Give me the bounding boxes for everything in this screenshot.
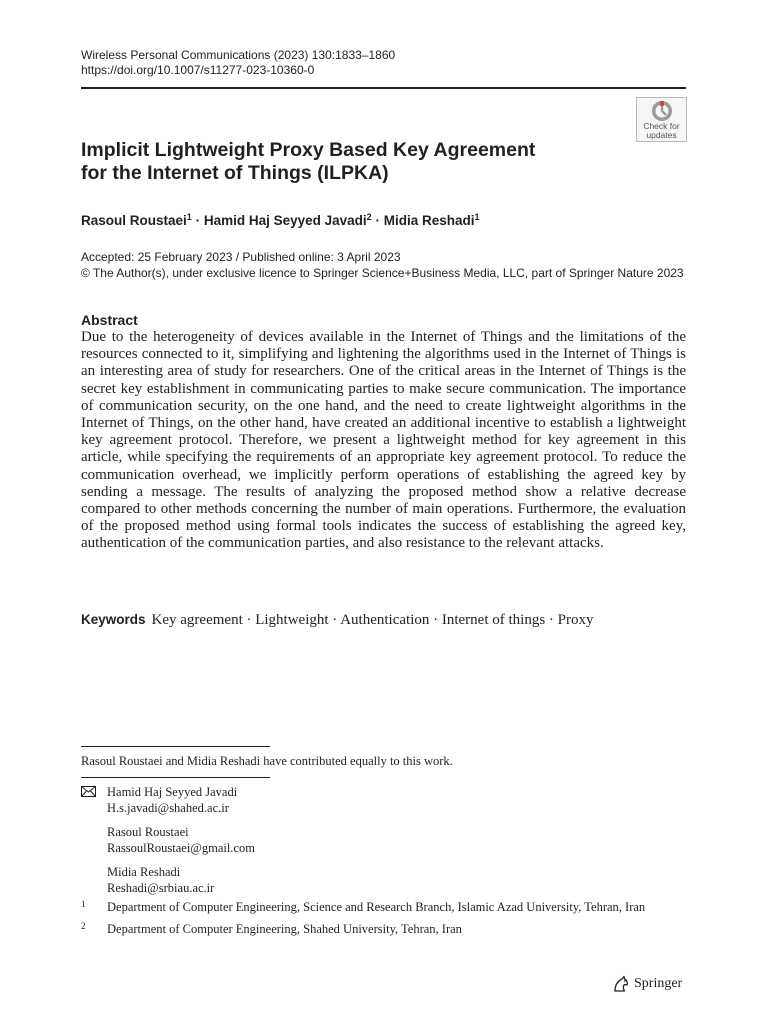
badge-text-line2: updates <box>646 130 677 140</box>
contact-name: Hamid Haj Seyyed Javadi <box>107 785 238 799</box>
affiliation-text: Department of Computer Engineering, Science and Research Branch, Islamic Azad University, Tehran, Iran <box>107 900 646 914</box>
title-line-1: Implicit Lightweight Proxy Based Key Agreement <box>81 139 536 161</box>
title-line-2: for the Internet of Things (ILPKA) <box>81 162 389 184</box>
affiliation-number: 1 <box>81 899 86 909</box>
contact-entry <box>81 865 686 896</box>
journal-citation: Wireless Personal Communications (2023) 130:1833–1860 <box>81 48 396 62</box>
author-separator: · <box>375 213 380 228</box>
affiliation-number: 2 <box>81 920 86 931</box>
equal-contribution-note: Rasoul Roustaei and Midia Reshadi have contributed equally to this work. <box>81 754 453 768</box>
footnote-rule <box>81 777 270 778</box>
affiliation-entry <box>81 900 686 916</box>
springer-logo <box>612 974 682 994</box>
affiliation-entry <box>81 922 686 938</box>
author-name[interactable]: Hamid Haj Seyyed Javadi <box>203 213 367 228</box>
author-name[interactable]: Midia Reshadi <box>383 213 475 228</box>
springer-horse-icon <box>612 975 630 993</box>
header-rule <box>81 87 686 89</box>
envelope-icon <box>81 786 96 797</box>
author-list <box>81 208 681 230</box>
contact-name: Rasoul Roustaei <box>107 825 189 839</box>
journal-header <box>81 48 681 78</box>
contact-email[interactable]: Reshadi@srbiau.ac.ir <box>107 880 215 895</box>
publisher-name: Springer <box>634 976 683 991</box>
footnote-rule <box>81 746 270 747</box>
doi-link[interactable]: https://doi.org/10.1007/s11277-023-10360-0 <box>81 63 315 77</box>
contact-email[interactable]: RassoulRoustaei@gmail.com <box>107 840 255 855</box>
affiliations <box>81 900 686 943</box>
check-for-updates-icon <box>651 100 673 122</box>
contact-entry <box>81 825 686 856</box>
author-contacts <box>81 785 686 905</box>
contact-email[interactable]: H.s.javadi@shahed.ac.ir <box>107 800 229 815</box>
check-for-updates-badge[interactable] <box>636 97 687 142</box>
affiliation-marker: 1 <box>186 212 192 222</box>
abstract-heading: Abstract <box>81 312 138 328</box>
abstract-body: Due to the heterogeneity of devices available in the Internet of Things and the limitations of the resources connected to it, simplifying and lightening the algorithms used in the Internet of Things is an interesting area of study for researchers. One of the critical areas in the Internet of Things is the secret key establishment in communicating parties to make secure communication. The importance of communication security, on the one hand, and the need to create lightweight algorithms in the Internet of Things, on the other hand, have created an additional incentive to establish a lightweight key agreement protocol. Therefore, we present a lightweight method for key agreement in this article, while specifying the requirements of an appropriate key agreement protocol. To reduce the communication overhead, we implicitly perform operations of establishing the agreed key by sending a message. The results of analyzing the proposed method show a relative decrease compared to other methods concerning the number of main operations. Furthermore, the evaluation of the proposed method using formal tools indicates the success of establishing the agreed key, authentication of the communication parties, and also resistance to the relevant attacks. <box>81 329 686 552</box>
affiliation-text: Department of Computer Engineering, Shahed University, Tehran, Iran <box>107 921 462 936</box>
keywords-section <box>81 611 686 629</box>
keywords-label: Keywords <box>81 612 146 627</box>
paper-title <box>81 139 601 185</box>
badge-text-line1: Check for <box>643 121 680 131</box>
publication-dates <box>81 249 701 281</box>
affiliation-marker: 2 <box>366 212 372 222</box>
contact-name: Midia Reshadi <box>107 865 181 879</box>
affiliation-marker: 1 <box>474 212 480 222</box>
author-separator: · <box>195 213 201 228</box>
accepted-published-line: Accepted: 25 February 2023 / Published online: 3 April 2023 <box>81 250 401 264</box>
contact-entry <box>81 785 686 816</box>
author-name[interactable]: Rasoul Roustaei <box>81 213 187 228</box>
keywords-list: Key agreement · Lightweight · Authentication · Internet of things · Proxy <box>151 612 594 628</box>
copyright-line: © The Author(s), under exclusive licence to Springer Science+Business Media, LLC, part of Springer Nature 2023 <box>81 266 684 280</box>
